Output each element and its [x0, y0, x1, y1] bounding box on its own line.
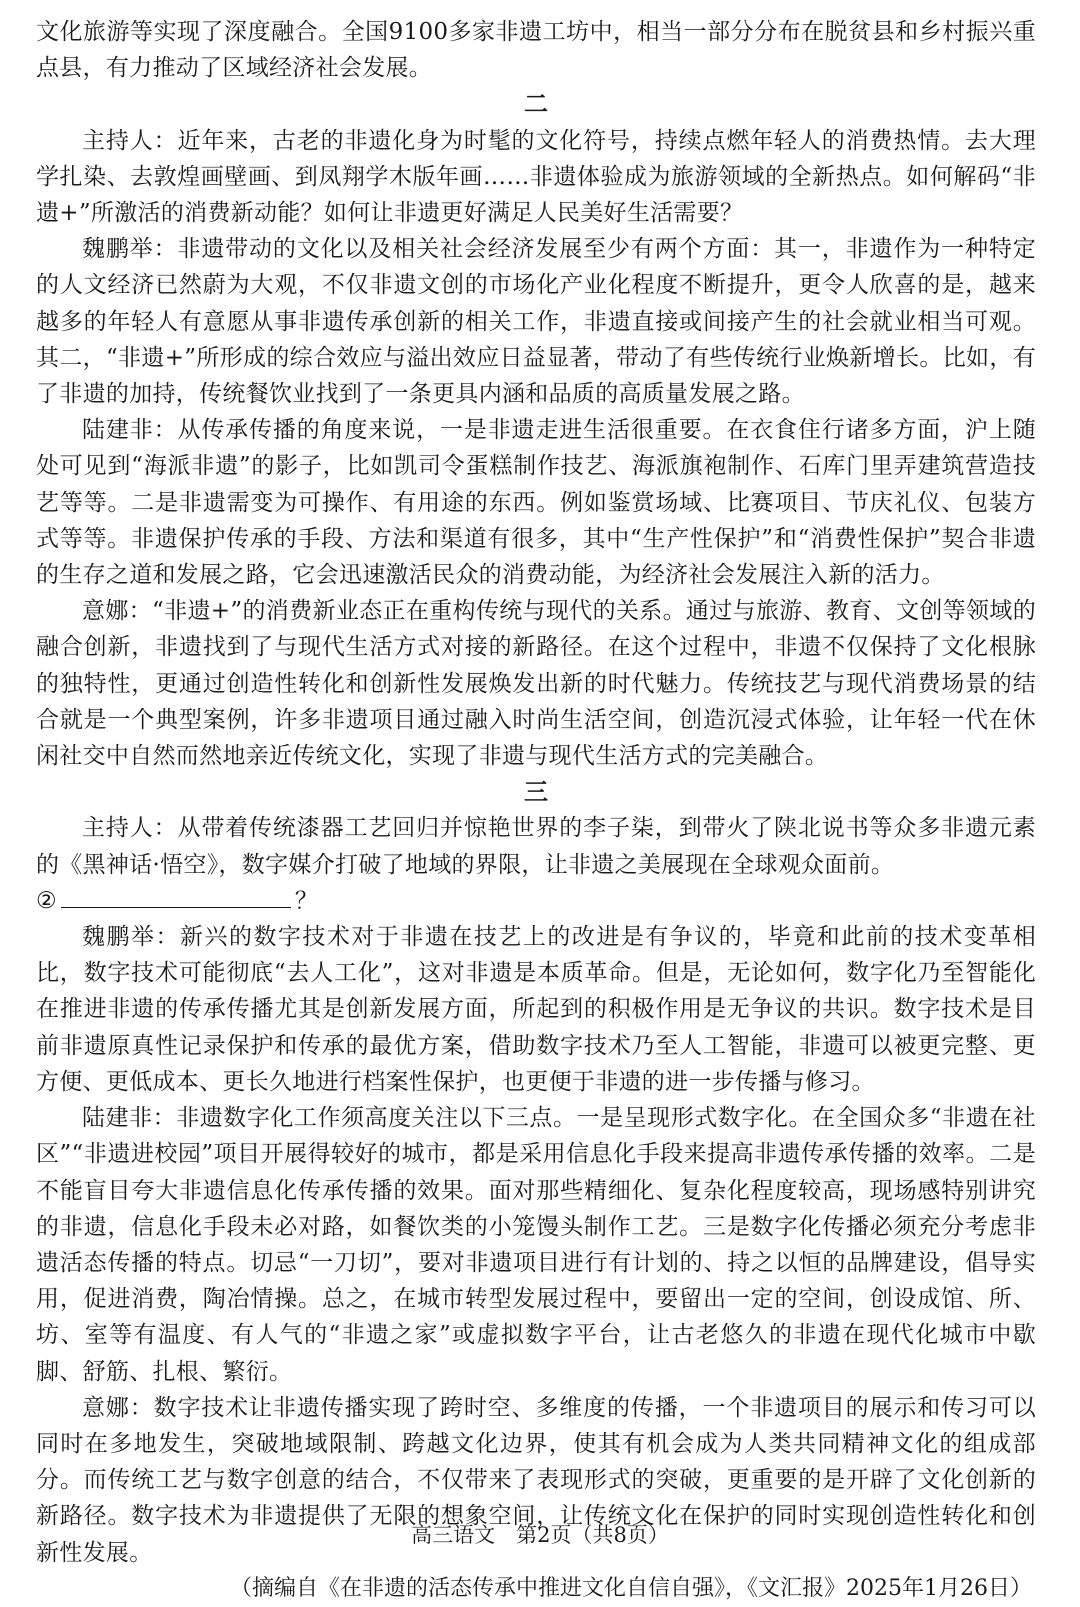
blank-marker: ② — [36, 887, 57, 914]
section-two-wei-paragraph: 魏鹏举：非遗带动的文化以及相关社会经济发展至少有两个方面：其一，非遗作为一种特定的人文经济已然蔚为大观，不仅非遗文创的市场化产业化程度不断提升，更令人欣喜的是，越来越多的年轻人有意愿从事非遗传承创新的相关工作，非遗直接或间接产生的社会就业相当可观。其二，“非遗+”所形成的综合效应与溢出效应日益显著，带动了有些传统行业焕新增长。比如，有了非遗的加持，传统餐饮业找到了一条更具内涵和品质的高质量发展之路。 — [36, 236, 1036, 408]
section-three-wei-paragraph: 魏鹏举：新兴的数字技术对于非遗在技艺上的改进是有争议的，毕竟和此前的技术变革相比，数字技术可能彻底“去人工化”，这对非遗是本质革命。但是，无论如何，数字化乃至智能化在推进非遗的传承传播尤其是创新发展方面，所起到的积极作用是无争议的共识。数字技术是目前非遗原真性记录保护和传承的最优方案，借助数字技术乃至人工智能，非遗可以被更完整、更方便、更低成本、更长久地进行档案性保护，也更便于非遗的进一步传播与修习。 — [36, 924, 1036, 1095]
intro-paragraph: 文化旅游等实现了深度融合。全国9100多家非遗工坊中，相当一部分分布在脱贫县和乡村振兴重点县，有力推动了区域经济社会发展。 — [36, 19, 1036, 82]
section-two-host-paragraph: 主持人：近年来，古老的非遗化身为时髦的文化符号，持续点燃年轻人的消费热情。去大理学扎染、去敦煌画壁画、到凤翔学木版年画……非遗体验成为旅游领域的全新热点。如何解码“非遗+”所激活的消费新动能？如何让非遗更好满足人民美好生活需要？ — [36, 127, 1036, 227]
source-citation: （摘编自《在非遗的活态传承中推进文化自信自强》，《文汇报》2025年1月26日） — [230, 1575, 1032, 1601]
section-three-host-paragraph — [36, 810, 1036, 919]
section-three-lu-paragraph: 陆建非：非遗数字化工作须高度关注以下三点。一是呈现形式数字化。在全国众多“非遗在社区”“非遗进校园”项目开展得较好的城市，都是采用信息化手段来提高非遗传承传播的效率。二是不能盲目夸大非遗信息化传承传播的效果。面对那些精细化、复杂化程度较高，现场感特别讲究的非遗，信息化手段未必对路，如餐饮类的小笼馒头制作工艺。三是数字化传播必须充分考虑非遗活态传播的特点。切忌“一刀切”，要对非遗项目进行有计划的、持之以恒的品牌建设，倡导实用，促进消费，陶冶情操。总之，在城市转型发展过程中，要留出一定的空间，创设成馆、所、坊、室等有温度、有人气的“非遗之家”或虚拟数字平台，让古老悠久的非遗在现代化城市中歇脚、舒筋、扎根、繁衍。 — [36, 1105, 1036, 1385]
section-two-yi-paragraph: 意娜：“非遗+”的消费新业态正在重构传统与现代的关系。通过与旅游、教育、文创等领域的融合创新，非遗找到了与现代生活方式对接的新路径。在这个过程中，非遗不仅保持了文化根脉的独特性，更通过创造性转化和创新性发展焕发出新的时代魅力。传统技艺与现代消费场景的结合就是一个典型案例，许多非遗项目通过融入时尚生活空间，创造沉浸式体验，让年轻一代在休闲社交中自然而然地亲近传统文化，实现了非遗与现代生活方式的完美融合。 — [36, 598, 1036, 770]
blank-suffix: ？ — [294, 887, 319, 914]
blank-question — [36, 888, 318, 914]
section-two-lu-paragraph: 陆建非：从传承传播的角度来说，一是非遗走进生活很重要。在衣食住行诸多方面，沪上随处可见到“海派非遗”的影子，比如凯司令蛋糕制作技艺、海派旗袍制作、石库门里弄建筑营造技艺等等。二是非遗需变为可操作、有用途的东西。例如鉴赏场域、比赛项目、节庆礼仪、包装方式等等。非遗保护传承的手段、方法和渠道有很多，其中“生产性保护”和“消费性保护”契合非遗的生存之道和发展之路，它会迅速激活民众的消费动能，为经济社会发展注入新的活力。 — [36, 417, 1036, 589]
section-three-heading: 三 — [524, 777, 548, 807]
section-two-heading: 二 — [524, 89, 548, 119]
document-page — [36, 14, 1036, 1607]
section-three-yi-paragraph: 意娜：数字技术让非遗传播实现了跨时空、多维度的传播，一个非遗项目的展示和传习可以同时在多地发生，突破地域限制、跨越文化边界，使其有机会成为人类共同精神文化的组成部分。而传统工艺与数字创意的结合，不仅带来了表现形式的突破，更重要的是开辟了文化创新的新路径。数字技术为非遗提供了无限的想象空间，让传统文化在保护的同时实现创造性转化和创新性发展。 — [36, 1394, 1036, 1566]
fill-in-blank-line[interactable] — [61, 885, 291, 908]
page-footer: 高三语文 第2页（共8页） — [411, 1523, 669, 1547]
section-three-host-text: 主持人：从带着传统漆器工艺回归并惊艳世界的李子柒，到带火了陕北说书等众多非遗元素的《黑神话·悟空》，数字媒介打破了地域的界限，让非遗之美展现在全球观众面前。 — [36, 815, 1036, 878]
